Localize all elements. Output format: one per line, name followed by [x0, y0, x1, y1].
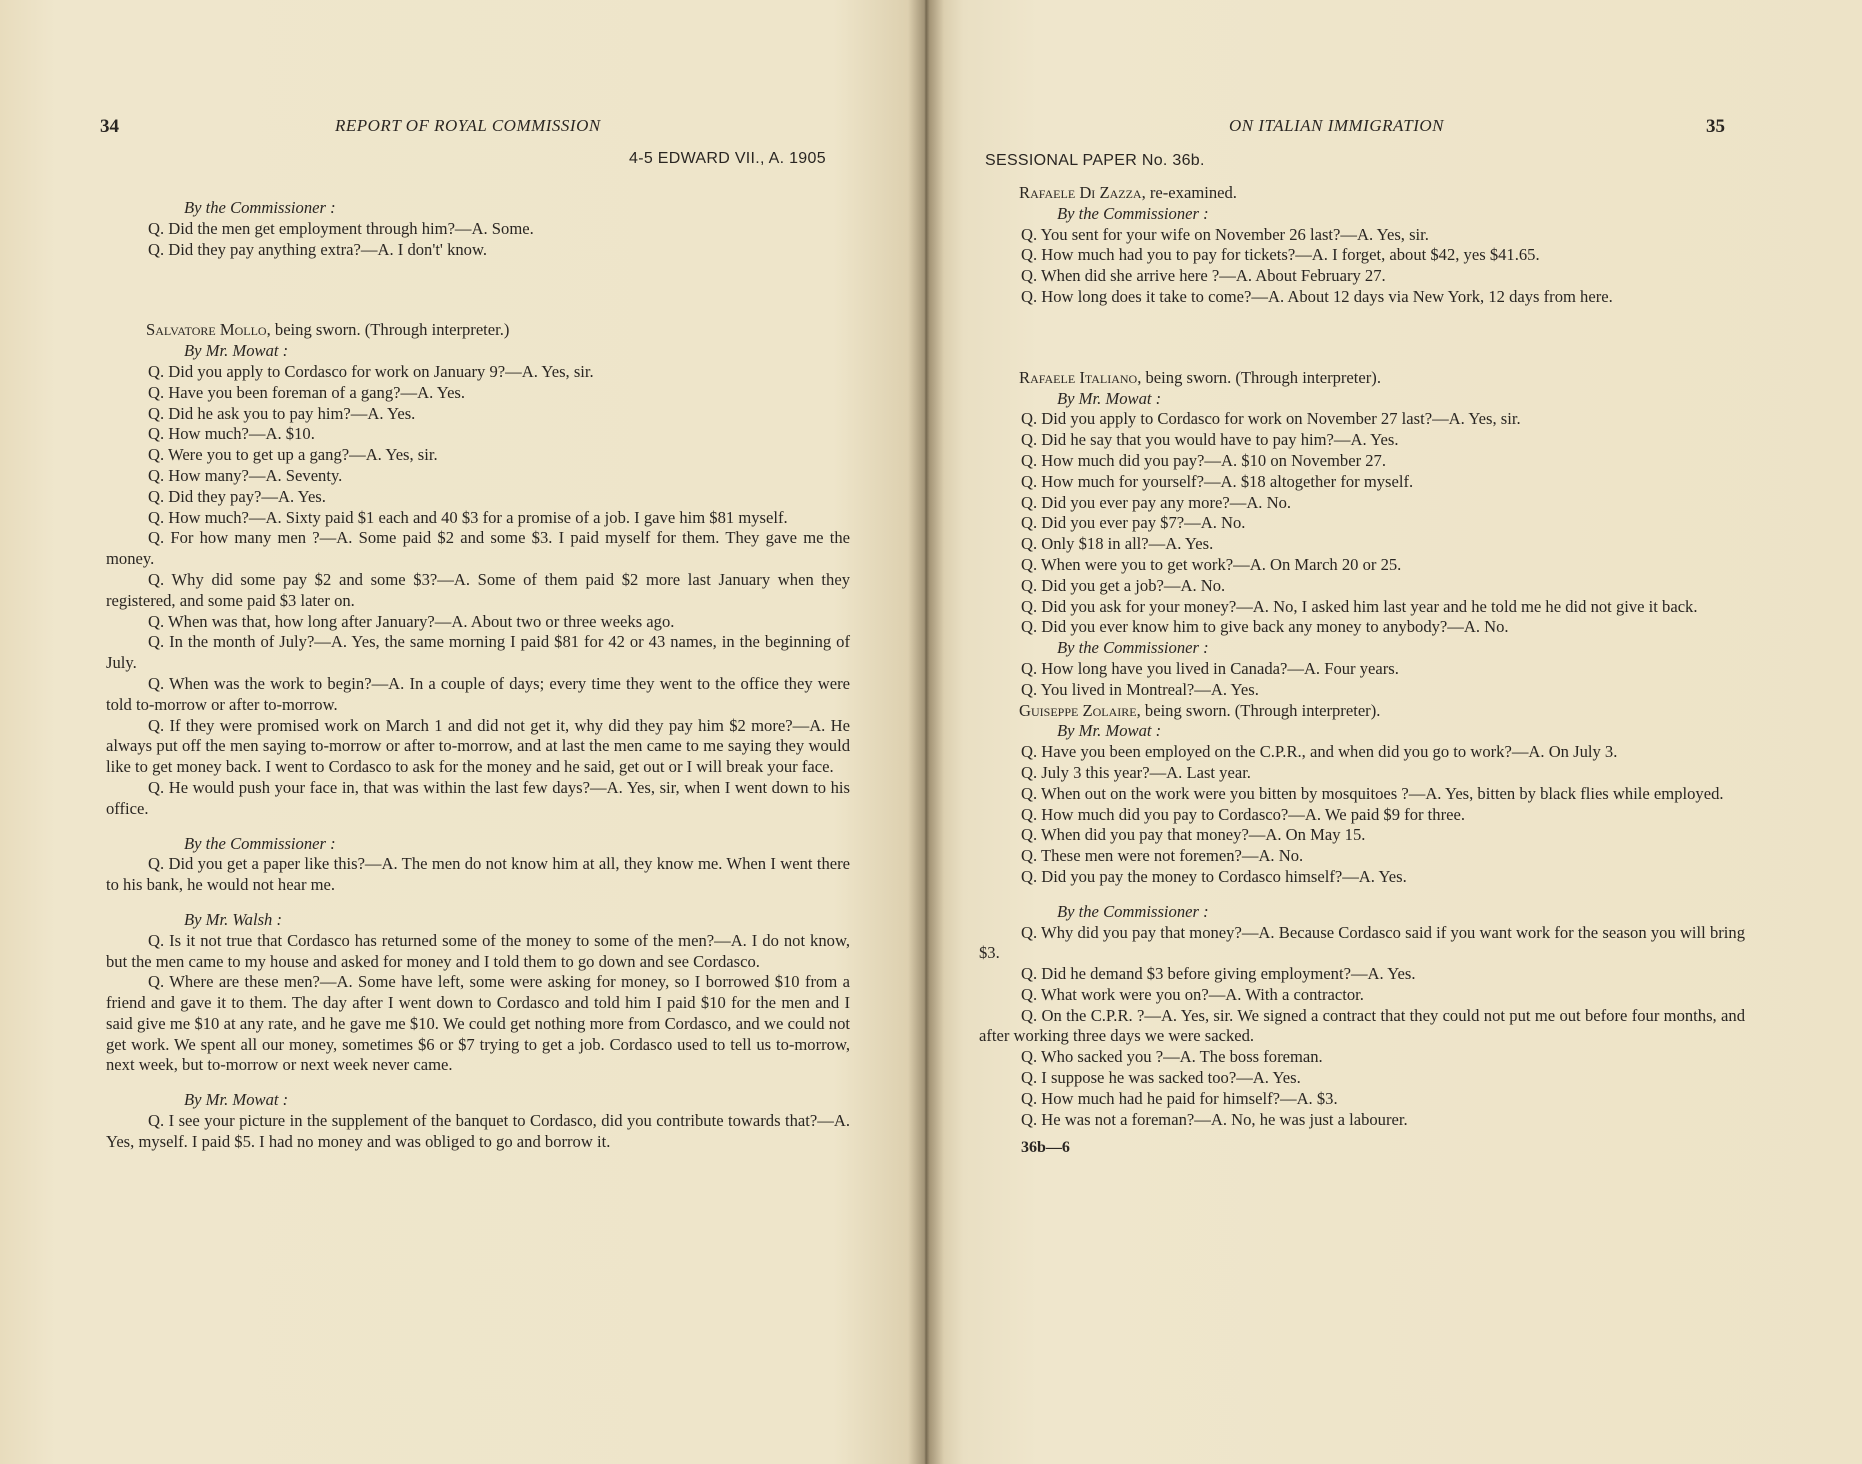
signature-mark: 36b—6	[1021, 1139, 1070, 1157]
qa-paragraph: Q. He was not a foreman?—A. No, he was just a labourer.	[1021, 1109, 1408, 1129]
qa-paragraph: Q. How much?—A. Sixty paid $1 each and 40 $3 for a promise of a job. I gave him $81 myself.	[148, 507, 788, 527]
qa-paragraph: Q. How many?—A. Seventy.	[148, 465, 343, 485]
qa-paragraph: Q. Did you apply to Cordasco for work on January 9?—A. Yes, sir.	[148, 361, 594, 381]
qa-paragraph: Q. Did he say that you would have to pay him?—A. Yes.	[1021, 430, 1399, 450]
examiner-heading: By Mr. Mowat :	[184, 1090, 289, 1110]
spacer	[106, 1076, 850, 1090]
examiner-heading: By the Commissioner :	[1057, 203, 1209, 223]
qa-paragraph: Q. How long does it take to come?—A. About 12 days via New York, 12 days from here.	[1021, 286, 1613, 306]
qa-paragraph: Q. Did you get a job?—A. No.	[1021, 575, 1226, 595]
qa-paragraph: Q. Why did some pay $2 and some $3?—A. Some of them paid $2 more last January when they registered, and some paid $3 later on.	[106, 569, 850, 610]
witness-status: re-examined.	[1145, 183, 1237, 202]
qa-paragraph: Q. He would push your face in, that was within the last few days?—A. Yes, sir, when I went down to his office.	[106, 777, 850, 818]
witness-line	[106, 320, 850, 341]
witness-status: being sworn. (Through interpreter).	[1141, 367, 1381, 387]
qa-paragraph: Q. Have you been employed on the C.P.R., and when did you go to work?—A. On July 3.	[1021, 742, 1618, 762]
examiner-heading: By Mr. Mowat :	[1057, 721, 1162, 741]
right-page-body	[979, 183, 1745, 1159]
qa-paragraph: Q. How much?—A. $10.	[148, 424, 315, 444]
qa-paragraph: Q. Did he demand $3 before giving employment?—A. Yes.	[1021, 964, 1416, 984]
witness-name: Salvatore Mollo,	[146, 320, 271, 340]
left-page-number: 34	[100, 116, 119, 137]
left-page	[0, 0, 926, 1464]
qa-paragraph: Q. Is it not true that Cordasco has returned some of the money to some of the men?—A. I do not know, but the men came to my house and asked for money and I told them to go down and see Cordasco.	[106, 930, 850, 971]
qa-paragraph: Q. When was that, how long after January?—A. About two or three weeks ago.	[148, 611, 675, 631]
witness-status: being sworn. (Through interpreter).	[1140, 700, 1381, 720]
spacer	[106, 896, 850, 910]
witness-line	[979, 368, 1745, 389]
qa-paragraph: Q. When did you pay that money?—A. On May 15.	[1021, 825, 1366, 845]
qa-paragraph: Q. When was the work to begin?—A. In a couple of days; every time they went to the office they were told to-morrow or after to-morrow.	[106, 673, 850, 714]
qa-paragraph: Q. What work were you on?—A. With a contractor.	[1021, 984, 1364, 1004]
qa-paragraph: Q. Did you ever pay any more?—A. No.	[1021, 492, 1292, 512]
sessional-paper-line: SESSIONAL PAPER No. 36b.	[985, 152, 1205, 169]
qa-paragraph: Q. How much had you to pay for tickets?—A. I forget, about $42, yes $41.65.	[1021, 245, 1540, 265]
qa-paragraph: Q. Did they pay?—A. Yes.	[148, 486, 326, 506]
qa-paragraph: Q. How much had he paid for himself?—A. $3.	[1021, 1088, 1338, 1108]
qa-paragraph: Q. How much did you pay to Cordasco?—A. We paid $9 for three.	[1021, 804, 1465, 824]
examiner-heading: By the Commissioner :	[1057, 901, 1209, 921]
witness-name: Rafaele Italiano,	[1019, 367, 1142, 387]
qa-paragraph: Q. Did the men get employment through him?—A. Some.	[148, 218, 534, 238]
qa-paragraph: Q. How much for yourself?—A. $18 altogether for myself.	[1021, 471, 1414, 491]
spacer	[979, 888, 1745, 902]
qa-paragraph: Q. You lived in Montreal?—A. Yes.	[1021, 679, 1259, 699]
qa-paragraph: Q. July 3 this year?—A. Last year.	[1021, 762, 1251, 782]
qa-paragraph: Q. Did you ever pay $7?—A. No.	[1021, 513, 1246, 533]
qa-paragraph: Q. Did he ask you to pay him?—A. Yes.	[148, 403, 416, 423]
examiner-heading: By Mr. Walsh :	[184, 909, 283, 929]
spacer	[106, 820, 850, 834]
qa-paragraph: Q. Did you apply to Cordasco for work on November 27 last?—A. Yes, sir.	[1021, 409, 1521, 429]
right-page-number: 35	[1706, 116, 1725, 137]
qa-paragraph: Q. Did you pay the money to Cordasco himself?—A. Yes.	[1021, 866, 1407, 886]
spacer	[979, 308, 1745, 368]
qa-paragraph: Q. Did you get a paper like this?—A. The men do not know him at all, they know me. When I went there to his bank, he would not hear me.	[106, 854, 850, 895]
left-page-body	[106, 198, 850, 1153]
qa-paragraph: Q. Did they pay anything extra?—A. I don't' know.	[148, 239, 488, 259]
witness-name: Rafaele Di Zazza,	[1019, 183, 1146, 202]
witness-line	[979, 701, 1745, 722]
edition-line: 4-5 EDWARD VII., A. 1905	[629, 150, 826, 167]
qa-paragraph: Q. How much did you pay?—A. $10 on November 27.	[1021, 450, 1387, 470]
qa-paragraph: Q. On the C.P.R. ?—A. Yes, sir. We signed a contract that they could not put me out before four months, and after working three days we were sacked.	[979, 1005, 1745, 1046]
qa-paragraph: Q. If they were promised work on March 1 and did not get it, why did they pay him $2 more?—A. He always put off the men saying to-morrow or after to-morrow, and at last the men came to me saying they would like to get money back. I went to Cordasco to ask for the money and he said, get out or I will break your face.	[106, 715, 850, 777]
qa-paragraph: Q. When out on the work were you bitten by mosquitoes ?—A. Yes, bitten by black flies while employed.	[1021, 783, 1724, 803]
qa-paragraph: Q. In the month of July?—A. Yes, the same morning I paid $81 for 42 or 43 names, in the beginning of July.	[106, 632, 850, 673]
qa-paragraph: Q. Were you to get up a gang?—A. Yes, sir.	[148, 445, 438, 465]
qa-paragraph: Q. When did she arrive here ?—A. About February 27.	[1021, 266, 1386, 286]
qa-paragraph: Q. Where are these men?—A. Some have left, some were asking for money, so I borrowed $10 from a friend and gave it to them. The day after I went down to Cordasco and told him I paid $10 for the men and I said give me $10 at any rate, and he gave me $10. We could get nothing more from Cordasco, and we could not get work. We spent all our money, sometimes $6 or $7 trying to get a job. Cordasco used to tell us to-morrow, next week, but to-morrow or next week never came.	[106, 972, 850, 1075]
right-running-head: ON ITALIAN IMMIGRATION	[1229, 116, 1444, 135]
qa-paragraph: Q. These men were not foremen?—A. No.	[1021, 846, 1304, 866]
right-page	[926, 0, 1862, 1464]
examiner-heading: By the Commissioner :	[184, 833, 336, 853]
qa-paragraph: Q. Did you ask for your money?—A. No, I asked him last year and he told me he did not give it back.	[1021, 596, 1698, 616]
witness-line	[979, 183, 1745, 204]
qa-paragraph: Q. Have you been foreman of a gang?—A. Yes.	[148, 382, 466, 402]
qa-paragraph: Q. I suppose he was sacked too?—A. Yes.	[1021, 1068, 1301, 1088]
examiner-heading: By the Commissioner :	[1057, 638, 1209, 658]
witness-status: being sworn. (Through interpreter.)	[270, 320, 510, 340]
spacer	[106, 260, 850, 320]
book-gutter	[908, 0, 944, 1464]
left-running-head: REPORT OF ROYAL COMMISSION	[335, 116, 601, 135]
qa-paragraph: Q. When were you to get work?—A. On March 20 or 25.	[1021, 554, 1402, 574]
qa-paragraph: Q. Did you ever know him to give back any money to anybody?—A. No.	[1021, 617, 1509, 637]
examiner-heading: By the Commissioner :	[184, 198, 336, 217]
qa-paragraph: Q. You sent for your wife on November 26 last?—A. Yes, sir.	[1021, 224, 1429, 244]
qa-paragraph: Q. Only $18 in all?—A. Yes.	[1021, 534, 1214, 554]
qa-paragraph: Q. Who sacked you ?—A. The boss foreman.	[1021, 1047, 1323, 1067]
examiner-heading: By Mr. Mowat :	[1057, 388, 1162, 408]
qa-paragraph: Q. I see your picture in the supplement of the banquet to Cordasco, did you contribute towards that?—A. Yes, myself. I paid $5. I had no money and was obliged to go and borrow it.	[106, 1111, 850, 1151]
qa-paragraph: Q. How long have you lived in Canada?—A. Four years.	[1021, 658, 1399, 678]
examiner-heading: By Mr. Mowat :	[184, 341, 289, 361]
witness-name: Guiseppe Zolaire,	[1019, 700, 1141, 720]
qa-paragraph: Q. Why did you pay that money?—A. Because Cordasco said if you want work for the season you will bring $3.	[979, 922, 1745, 963]
qa-paragraph: Q. For how many men ?—A. Some paid $2 and some $3. I paid myself for them. They gave me the money.	[106, 528, 850, 569]
